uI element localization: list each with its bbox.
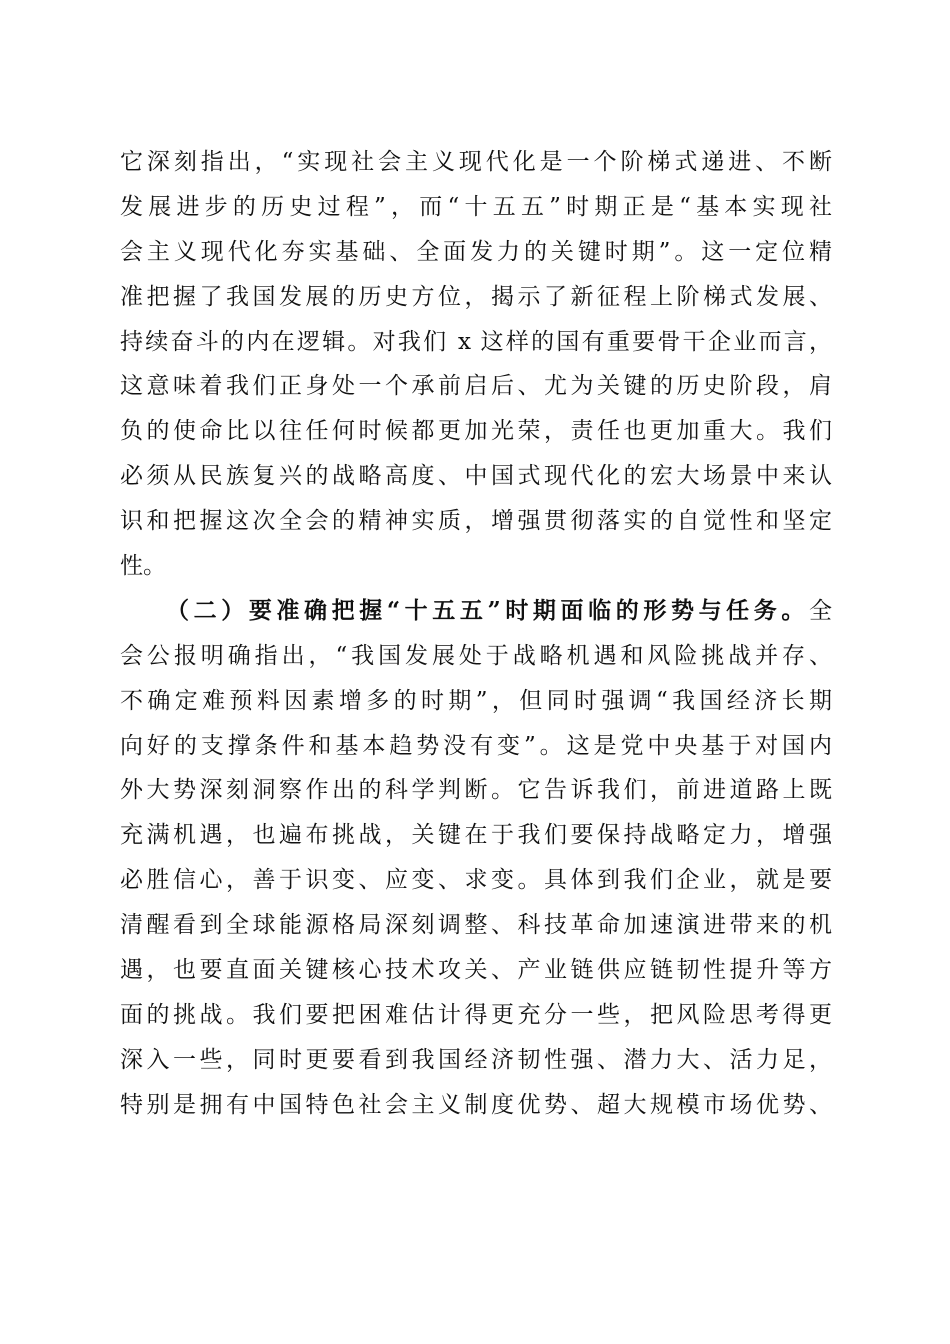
text-line: 特别是拥有中国特色社会主义制度优势、超大规模市场优势、 [120,1091,832,1118]
text-line: 准把握了我国发展的历史方位，揭示了新征程上阶梯式发展、 [120,283,832,310]
text-line: 持续奋斗的内在逻辑。对我们 x 这样的国有重要骨干企业而言， [120,328,832,355]
text-line: 深入一些，同时更要看到我国经济韧性强、潜力大、活力足， [120,1046,832,1073]
text-line: 会主义现代化夯实基础、全面发力的关键时期”。这一定位精 [120,238,832,265]
text-line: 清醒看到全球能源格局深刻调整、科技革命加速演进带来的机 [120,912,832,939]
text-line: 必须从民族复兴的战略高度、中国式现代化的宏大场景中来认 [120,463,832,490]
text-line: 发展进步的历史过程”，而“十五五”时期正是“基本实现社 [120,193,832,220]
text-line: 必胜信心，善于识变、应变、求变。具体到我们企业，就是要 [120,867,832,894]
text-line: 性。 [120,553,166,580]
text-line: 负的使命比以往任何时候都更加光荣，责任也更加重大。我们 [120,418,832,445]
paragraph-2 [120,589,832,1128]
text-fragment: 全 [809,597,832,624]
section-heading: （二）要准确把握“十五五”时期面临的形势与任务。 [166,596,809,624]
text-line: 面的挑战。我们要把困难估计得更充分一些，把风险思考得更 [120,1001,832,1028]
text-line: 识和把握这次全会的精神实质，增强贯彻落实的自觉性和坚定 [120,508,832,535]
text-line: 会公报明确指出，“我国发展处于战略机遇和风险挑战并存、 [120,642,832,669]
text-line: 这意味着我们正身处一个承前启后、尤为关键的历史阶段，肩 [120,373,832,400]
document-body [120,140,832,1128]
text-line: 充满机遇，也遍布挑战，关键在于我们要保持战略定力，增强 [120,822,832,849]
text-line: 向好的支撑条件和基本趋势没有变”。这是党中央基于对国内 [120,732,832,759]
text-line: 不确定难预料因素增多的时期”，但同时强调“我国经济长期 [120,687,832,714]
paragraph-1 [120,140,832,589]
text-line: 遇，也要直面关键核心技术攻关、产业链供应链韧性提升等方 [120,957,832,984]
text-line: 它深刻指出，“实现社会主义现代化是一个阶梯式递进、不断 [120,149,832,175]
section-heading-line [120,589,832,634]
text-line: 外大势深刻洞察作出的科学判断。它告诉我们，前进道路上既 [120,777,832,804]
